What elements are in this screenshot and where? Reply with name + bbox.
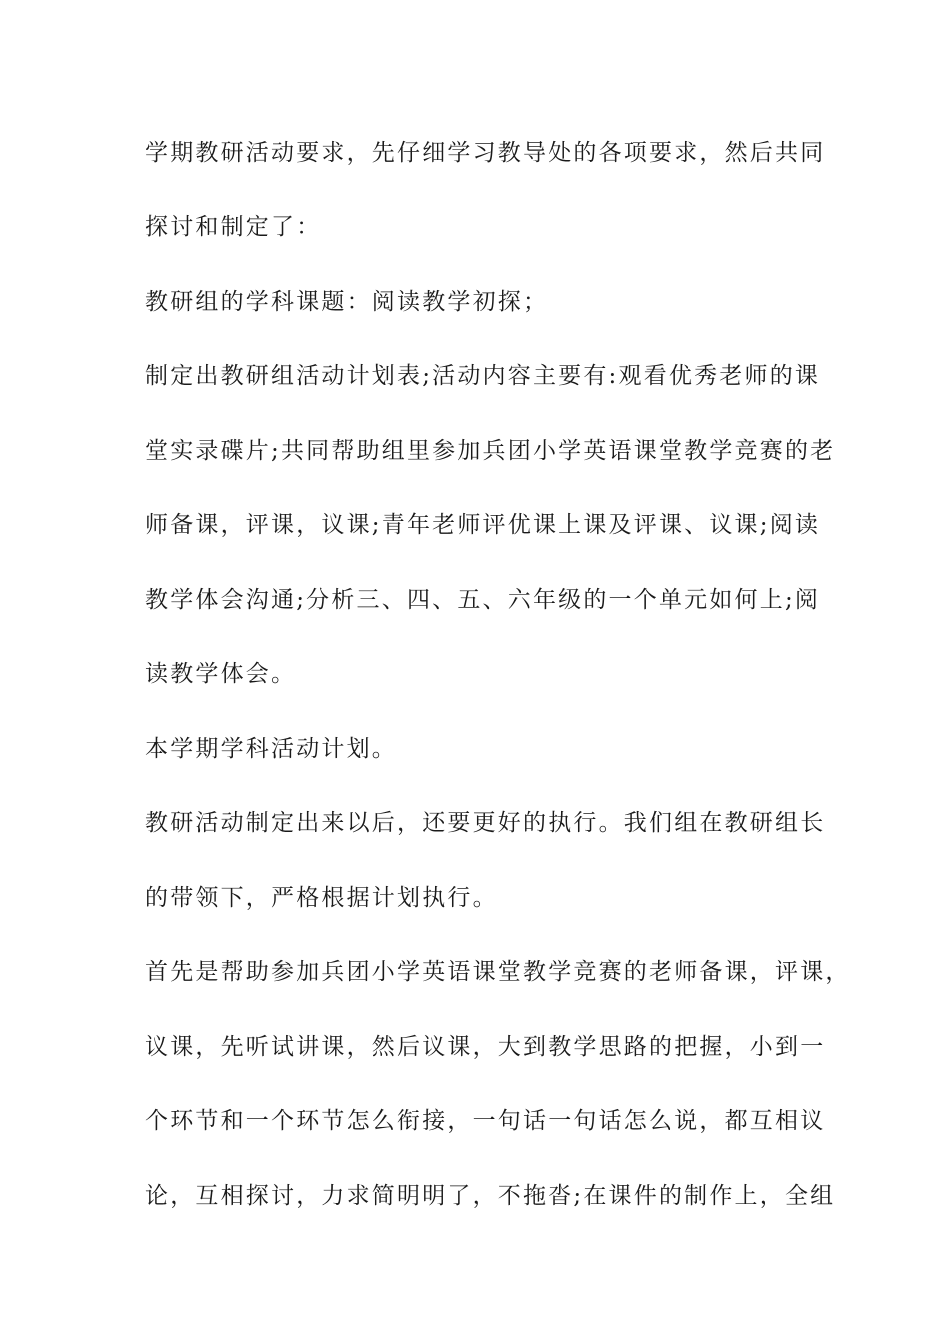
- text-line: 探讨和制定了：: [145, 214, 322, 240]
- text-line: 教研活动制定出来以后，还要更好的执行。我们组在教研组长: [145, 810, 826, 836]
- text-line: 堂实录碟片;共同帮助组里参加兵团小学英语课堂教学竞赛的老: [145, 438, 836, 464]
- text-line: 个环节和一个环节怎么衔接，一句话一句话怎么说，都互相议: [145, 1108, 826, 1134]
- text-line: 师备课，评课，议课;青年老师评优课上课及评课、议课;阅读: [145, 512, 821, 538]
- text-line: 论，互相探讨，力求简明明了，不拖沓;在课件的制作上，全组: [145, 1183, 836, 1209]
- text-line: 读教学体会。: [145, 661, 297, 687]
- text-line: 制定出教研组活动计划表;活动内容主要有:观看优秀老师的课: [145, 363, 821, 389]
- text-line: 本学期学科活动计划。: [145, 736, 397, 762]
- text-line: 教学体会沟通;分析三、四、五、六年级的一个单元如何上;阅: [145, 587, 821, 613]
- text-line: 议课，先听试讲课，然后议课，大到教学思路的把握，小到一: [145, 1034, 826, 1060]
- text-line: 首先是帮助参加兵团小学英语课堂教学竞赛的老师备课，评课，: [145, 959, 851, 985]
- text-line: 的带领下，严格根据计划执行。: [145, 885, 498, 911]
- text-line: 学期教研活动要求，先仔细学习教导处的各项要求，然后共同: [145, 140, 826, 166]
- text-line: 教研组的学科课题：阅读教学初探；: [145, 289, 549, 315]
